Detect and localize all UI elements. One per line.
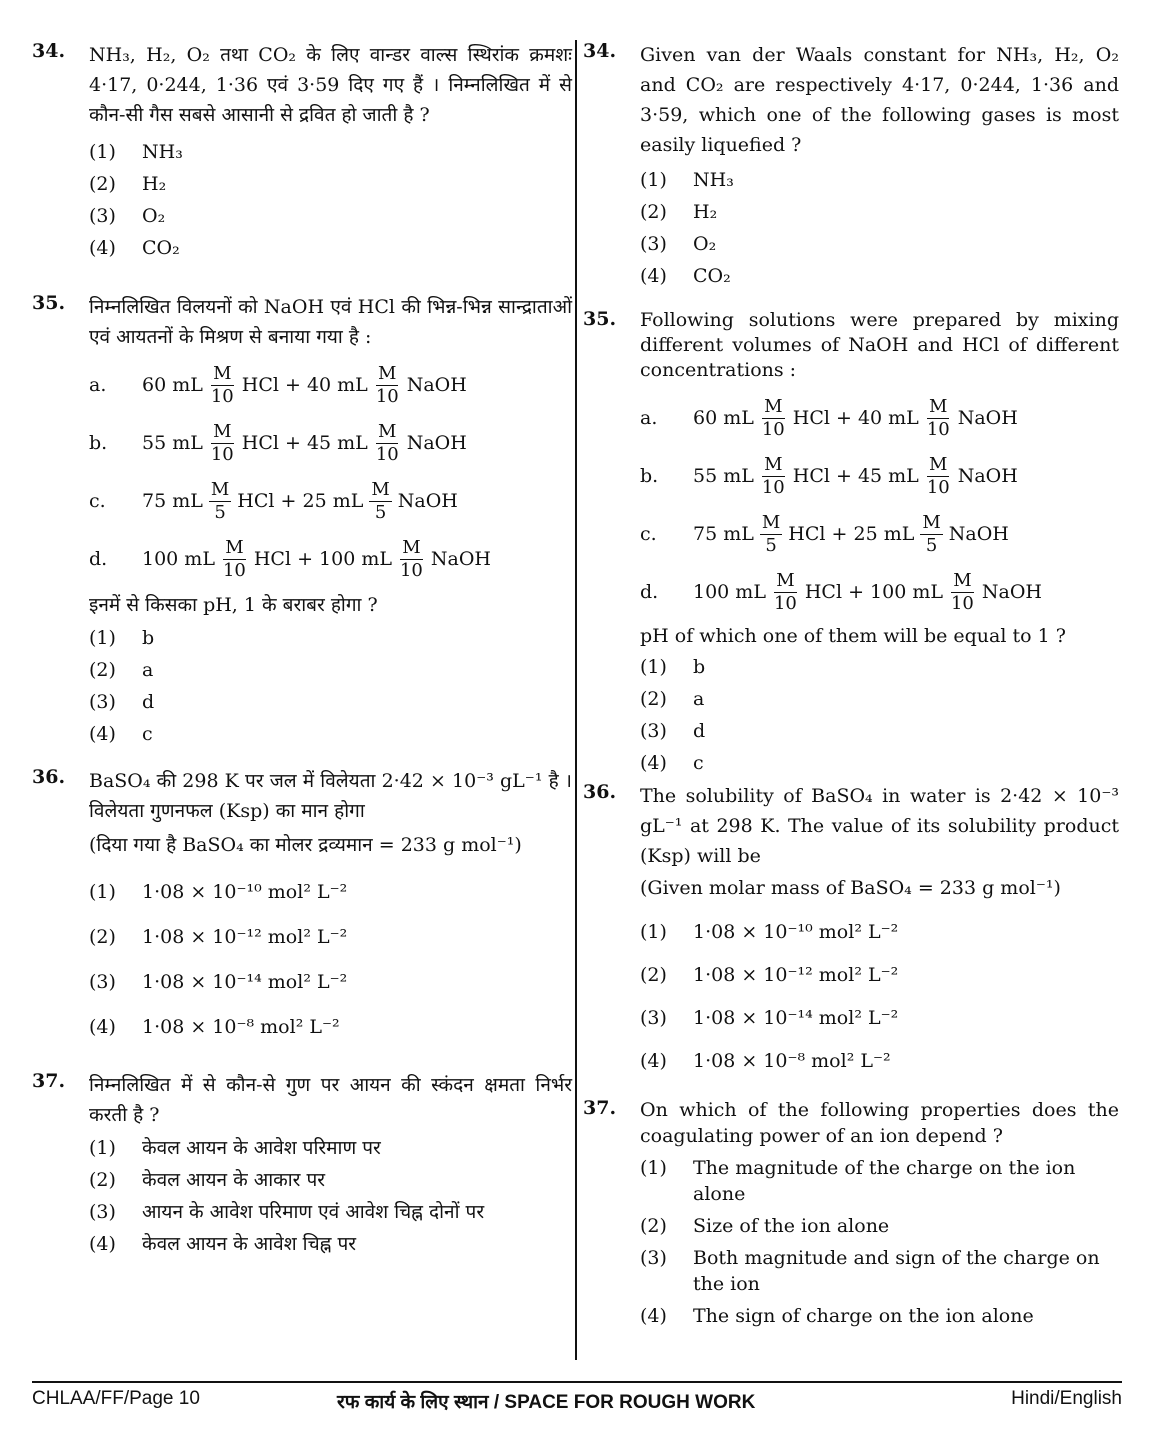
question-number: 36. bbox=[32, 766, 66, 788]
question-given: (Given molar mass of BaSO₄ = 233 g mol⁻¹) bbox=[640, 877, 1061, 899]
option-4: (4) CO₂ bbox=[640, 265, 731, 287]
question-number: 36. bbox=[583, 781, 617, 803]
option-3: (3) O₂ bbox=[640, 233, 717, 255]
option-4: (4) केवल आयन के आवेश चिह्न पर bbox=[89, 1233, 357, 1255]
page-footer bbox=[32, 1388, 1122, 1416]
question-36-english bbox=[583, 781, 1119, 1083]
option-3: (3) O₂ bbox=[89, 205, 166, 227]
page-code: CHLAA/FF/Page 10 bbox=[32, 1388, 200, 1409]
option-2: (2) a bbox=[640, 688, 705, 710]
option-3: (3) d bbox=[89, 691, 155, 713]
option-2: (2) केवल आयन के आकार पर bbox=[89, 1169, 326, 1191]
question-ask: pH of which one of them will be equal to 1 ? bbox=[640, 625, 1066, 647]
option-3: (3) Both magnitude and sign of the charge on the ion bbox=[640, 1247, 1100, 1295]
question-stem: निम्नलिखित विलयनों को NaOH एवं HCl की भिन्न-भिन्न सान्द्राताओं एवं आयतनों के मिश्रण से बनाया गया है : bbox=[89, 296, 572, 348]
option-3: (3) आयन के आवेश परिमाण एवं आवेश चिह्न दोनों पर bbox=[89, 1201, 485, 1223]
question-stem: On which of the following properties does the coagulating power of an ion depend ? bbox=[640, 1099, 1119, 1147]
option-4: (4) 1·08 × 10⁻⁸ mol² L⁻² bbox=[640, 1050, 891, 1072]
option-2: (2) a bbox=[89, 659, 154, 681]
option-3: (3) 1·08 × 10⁻¹⁴ mol² L⁻² bbox=[640, 1007, 899, 1029]
question-35-english bbox=[583, 308, 1119, 779]
question-stem: BaSO₄ की 298 K पर जल में विलेयता 2·42 × 10⁻³ gL⁻¹ है । विलेयता गुणनफल (Ksp) का मान होगा bbox=[89, 770, 572, 822]
option-4: (4) CO₂ bbox=[89, 237, 180, 259]
option-4: (4) 1·08 × 10⁻⁸ mol² L⁻² bbox=[89, 1016, 340, 1038]
question-34-english bbox=[583, 40, 1119, 292]
question-number: 35. bbox=[583, 308, 617, 330]
solution-c: c. 75 mL $\frac{M}{5}$ HCl + 25 mL $\frac{M}{5}$ NaOH bbox=[640, 511, 1009, 556]
question-stem: Following solutions were prepared by mixing different volumes of NaOH and HCl of different concentrations : bbox=[640, 309, 1119, 381]
option-3: (3) 1·08 × 10⁻¹⁴ mol² L⁻² bbox=[89, 971, 348, 993]
question-number: 37. bbox=[583, 1097, 617, 1119]
option-1: (1) NH₃ bbox=[640, 169, 734, 191]
solution-b: b. 55 mL $\frac{M}{10}$ HCl + 45 mL $\frac{M}{10}$ NaOH bbox=[640, 453, 1018, 498]
question-37-hindi bbox=[32, 1070, 572, 1260]
option-2: (2) 1·08 × 10⁻¹² mol² L⁻² bbox=[640, 964, 899, 986]
footer-rule bbox=[32, 1381, 1122, 1383]
solution-b: b. 55 mL $\frac{M}{10}$ HCl + 45 mL $\frac{M}{10}$ NaOH bbox=[89, 420, 467, 465]
question-stem: निम्नलिखित में से कौन-से गुण पर आयन की स्कंदन क्षमता निर्भर करती है ? bbox=[89, 1074, 572, 1126]
option-1: (1) 1·08 × 10⁻¹⁰ mol² L⁻² bbox=[640, 921, 899, 943]
question-number: 34. bbox=[583, 40, 617, 62]
question-stem: Given van der Waals constant for NH₃, H₂, O₂ and CO₂ are respectively 4·17, 0·244, 1·36 and 3·59, which one of the following gases is most easily liquefied ? bbox=[640, 44, 1119, 156]
option-1: (1) b bbox=[640, 656, 706, 678]
question-number: 37. bbox=[32, 1070, 66, 1092]
option-2: (2) H₂ bbox=[89, 173, 167, 195]
option-3: (3) d bbox=[640, 720, 706, 742]
option-2: (2) H₂ bbox=[640, 201, 718, 223]
hindi-column bbox=[32, 40, 572, 1260]
question-number: 34. bbox=[32, 40, 66, 62]
question-ask: इनमें से किसका pH, 1 के बराबर होगा ? bbox=[89, 594, 378, 616]
question-35-hindi bbox=[32, 292, 572, 750]
option-1: (1) 1·08 × 10⁻¹⁰ mol² L⁻² bbox=[89, 881, 348, 903]
solution-a: a. 60 mL $\frac{M}{10}$ HCl + 40 mL $\frac{M}{10}$ NaOH bbox=[89, 362, 467, 407]
question-given: (दिया गया है BaSO₄ का मोलर द्रव्यमान = 233 g mol⁻¹) bbox=[89, 834, 522, 856]
question-37-english bbox=[583, 1097, 1119, 1329]
option-1: (1) The magnitude of the charge on the ion alone bbox=[640, 1157, 1076, 1205]
option-1: (1) NH₃ bbox=[89, 141, 183, 163]
solution-d: d. 100 mL $\frac{M}{10}$ HCl + 100 mL $\frac{M}{10}$ NaOH bbox=[640, 569, 1042, 614]
solution-a: a. 60 mL $\frac{M}{10}$ HCl + 40 mL $\frac{M}{10}$ NaOH bbox=[640, 395, 1018, 440]
question-36-hindi bbox=[32, 766, 572, 1050]
english-column bbox=[583, 40, 1119, 1335]
column-divider bbox=[575, 40, 577, 1360]
question-stem: The solubility of BaSO₄ in water is 2·42 × 10⁻³ gL⁻¹ at 298 K. The value of its solubility product (Ksp) will be bbox=[640, 785, 1119, 867]
option-1: (1) केवल आयन के आवेश परिमाण पर bbox=[89, 1137, 381, 1159]
option-2: (2) 1·08 × 10⁻¹² mol² L⁻² bbox=[89, 926, 348, 948]
language-label: Hindi/English bbox=[1011, 1388, 1122, 1409]
question-stem: NH₃, H₂, O₂ तथा CO₂ के लिए वान्डर वाल्स स्थिरांक क्रमशः 4·17, 0·244, 1·36 एवं 3·59 दिए गए हैं । निम्नलिखित में से कौन-सी गैस सबसे आसानी से द्रवित हो जाती है ? bbox=[89, 44, 572, 126]
question-34-hindi bbox=[32, 40, 572, 264]
option-1: (1) b bbox=[89, 627, 155, 649]
option-2: (2) Size of the ion alone bbox=[640, 1215, 890, 1237]
solution-c: c. 75 mL $\frac{M}{5}$ HCl + 25 mL $\frac{M}{5}$ NaOH bbox=[89, 478, 458, 523]
solution-d: d. 100 mL $\frac{M}{10}$ HCl + 100 mL $\frac{M}{10}$ NaOH bbox=[89, 536, 491, 581]
rough-work-label: रफ कार्य के लिए स्थान / SPACE FOR ROUGH WORK bbox=[337, 1392, 756, 1413]
option-4: (4) c bbox=[89, 723, 153, 745]
option-4: (4) The sign of charge on the ion alone bbox=[640, 1305, 1034, 1327]
question-number: 35. bbox=[32, 292, 66, 314]
option-4: (4) c bbox=[640, 752, 704, 774]
